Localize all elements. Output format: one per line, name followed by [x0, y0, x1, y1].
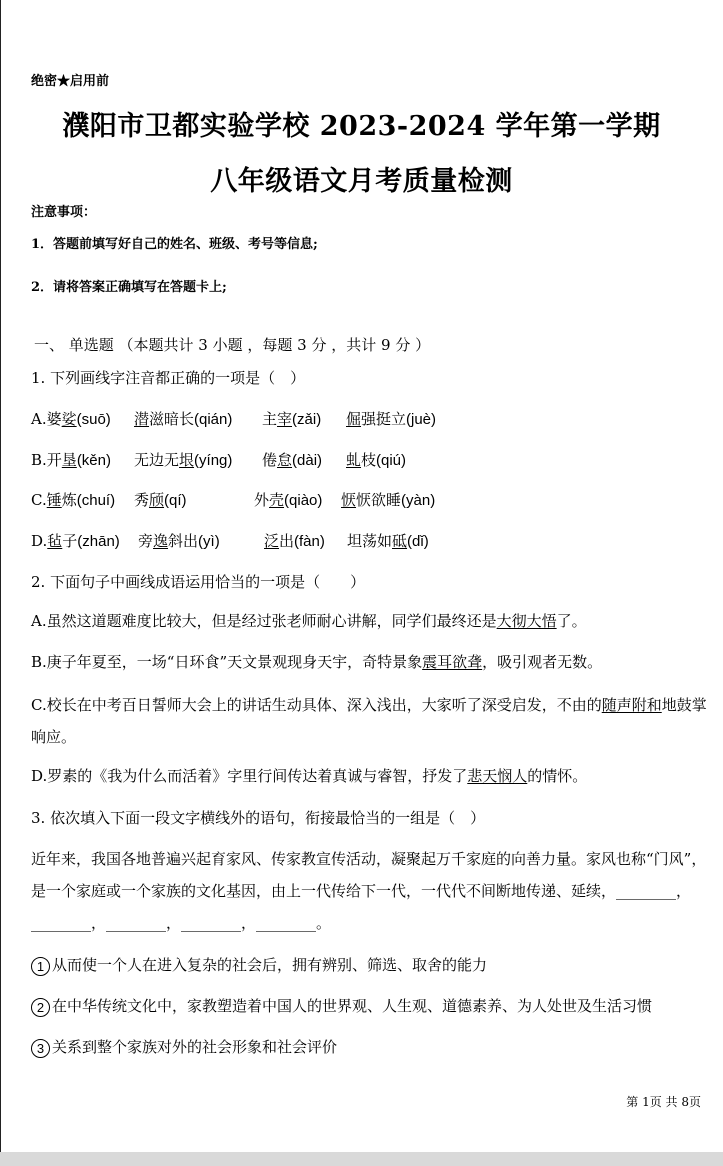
q1-d-item4: 坦荡如砥(dǐ) [347, 532, 429, 550]
q3-item-1: 1 从而使一个人在进入复杂的社会后，拥有辨别、筛选、取舍的能力 [31, 954, 487, 976]
q2-option-a: A.虽然这道题难度比较大，但是经过张老师耐心讲解，同学们最终还是大彻大悟了。 [31, 612, 587, 630]
q1-c-item3: 外壳(qiào) [254, 491, 323, 509]
q1-stem: 1. 下列画线字注音都正确的一项是（ ） [31, 369, 306, 387]
q1-d-item3: 泛出(fàn) [264, 532, 325, 550]
q1-a-item4: 倔强挺立(juè) [346, 410, 437, 428]
q1-b-item4: 虬枝(qiú) [346, 451, 407, 469]
notes-item-1: 1．答题前填写好自己的姓名、班级、考号等信息; [31, 237, 318, 252]
q2-option-c: C.校长在中考百日誓师大会上的讲话生动具体、深入浅出，大家听了深受启发，不由的随声附和地鼓掌响应。 [31, 696, 707, 746]
q1-a-item1: A.婆娑(suō) [31, 410, 111, 428]
q1-d-item1: D.毡子(zhān) [31, 532, 120, 550]
q2-stem: 2. 下面句子中画线成语运用恰当的一项是（ ） [31, 573, 366, 591]
exam-title-line1: 濮阳市卫都实验学校 2023-2024 学年第一学期 [62, 111, 661, 142]
q1-a-item2: 潜滋暗长(qián) [134, 410, 233, 428]
q1-c-item2: 秀颀(qí) [134, 491, 187, 509]
q1-b-item2: 无边无垠(yíng) [134, 451, 233, 469]
notes-item-2: 2．请将答案正确填写在答题卡上; [31, 280, 227, 295]
viewer-bottom-band [0, 1152, 723, 1166]
q3-item-3: 3 关系到整个家族对外的社会形象和社会评价 [31, 1036, 337, 1058]
q2-option-d: D.罗素的《我为什么而活着》字里行间传达着真诚与睿智，抒发了悲天悯人的情怀。 [31, 767, 588, 785]
q3-passage: 近年来，我国各地普遍兴起育家风、传家教宣传活动，凝聚起万千家庭的向善力量。家风也称“门风”，是一个家庭或一个家族的文化基因，由上一代传给下一代，一代代不间断地传递、延续，________，________，________，________，________。 [31, 850, 707, 932]
q3-item-2: 2 在中华传统文化中，家教塑造着中国人的世界观、人生观、道德素养、为人处世及生活习惯 [31, 995, 652, 1017]
circled-number-1: 1 [31, 957, 50, 976]
notes-heading: 注意事项： [31, 205, 97, 220]
q1-c-item1: C.锤炼(chuí) [31, 491, 116, 509]
secret-label: 绝密★启用前 [31, 74, 110, 89]
q2-option-b: B.庚子年夏至，一场“日环食”天文景观现身天宇，奇特景象震耳欲聋，吸引观者无数。 [31, 653, 603, 671]
page-number: 第 1页 共 8页 [626, 1095, 701, 1109]
q1-b-item3: 倦怠(dài) [262, 451, 323, 469]
q1-b-item1: B.开垦(kěn) [31, 451, 111, 469]
q1-c-item4: 恹恹欲睡(yàn) [341, 491, 436, 509]
exam-title-line2: 八年级语文月考质量检测 [210, 166, 513, 197]
circled-number-2: 2 [31, 998, 50, 1017]
q1-d-item2: 旁逸斜出(yì) [138, 532, 220, 550]
q3-stem: 3. 依次填入下面一段文字横线外的语句，衔接最恰当的一组是（ ） [31, 809, 486, 827]
circled-number-3: 3 [31, 1039, 50, 1058]
section1-heading: 一、 单选题 （本题共计 3 小题 ，每题 3 分 ，共计 9 分 ） [34, 336, 431, 354]
q1-a-item3: 主宰(zǎi) [262, 410, 322, 428]
